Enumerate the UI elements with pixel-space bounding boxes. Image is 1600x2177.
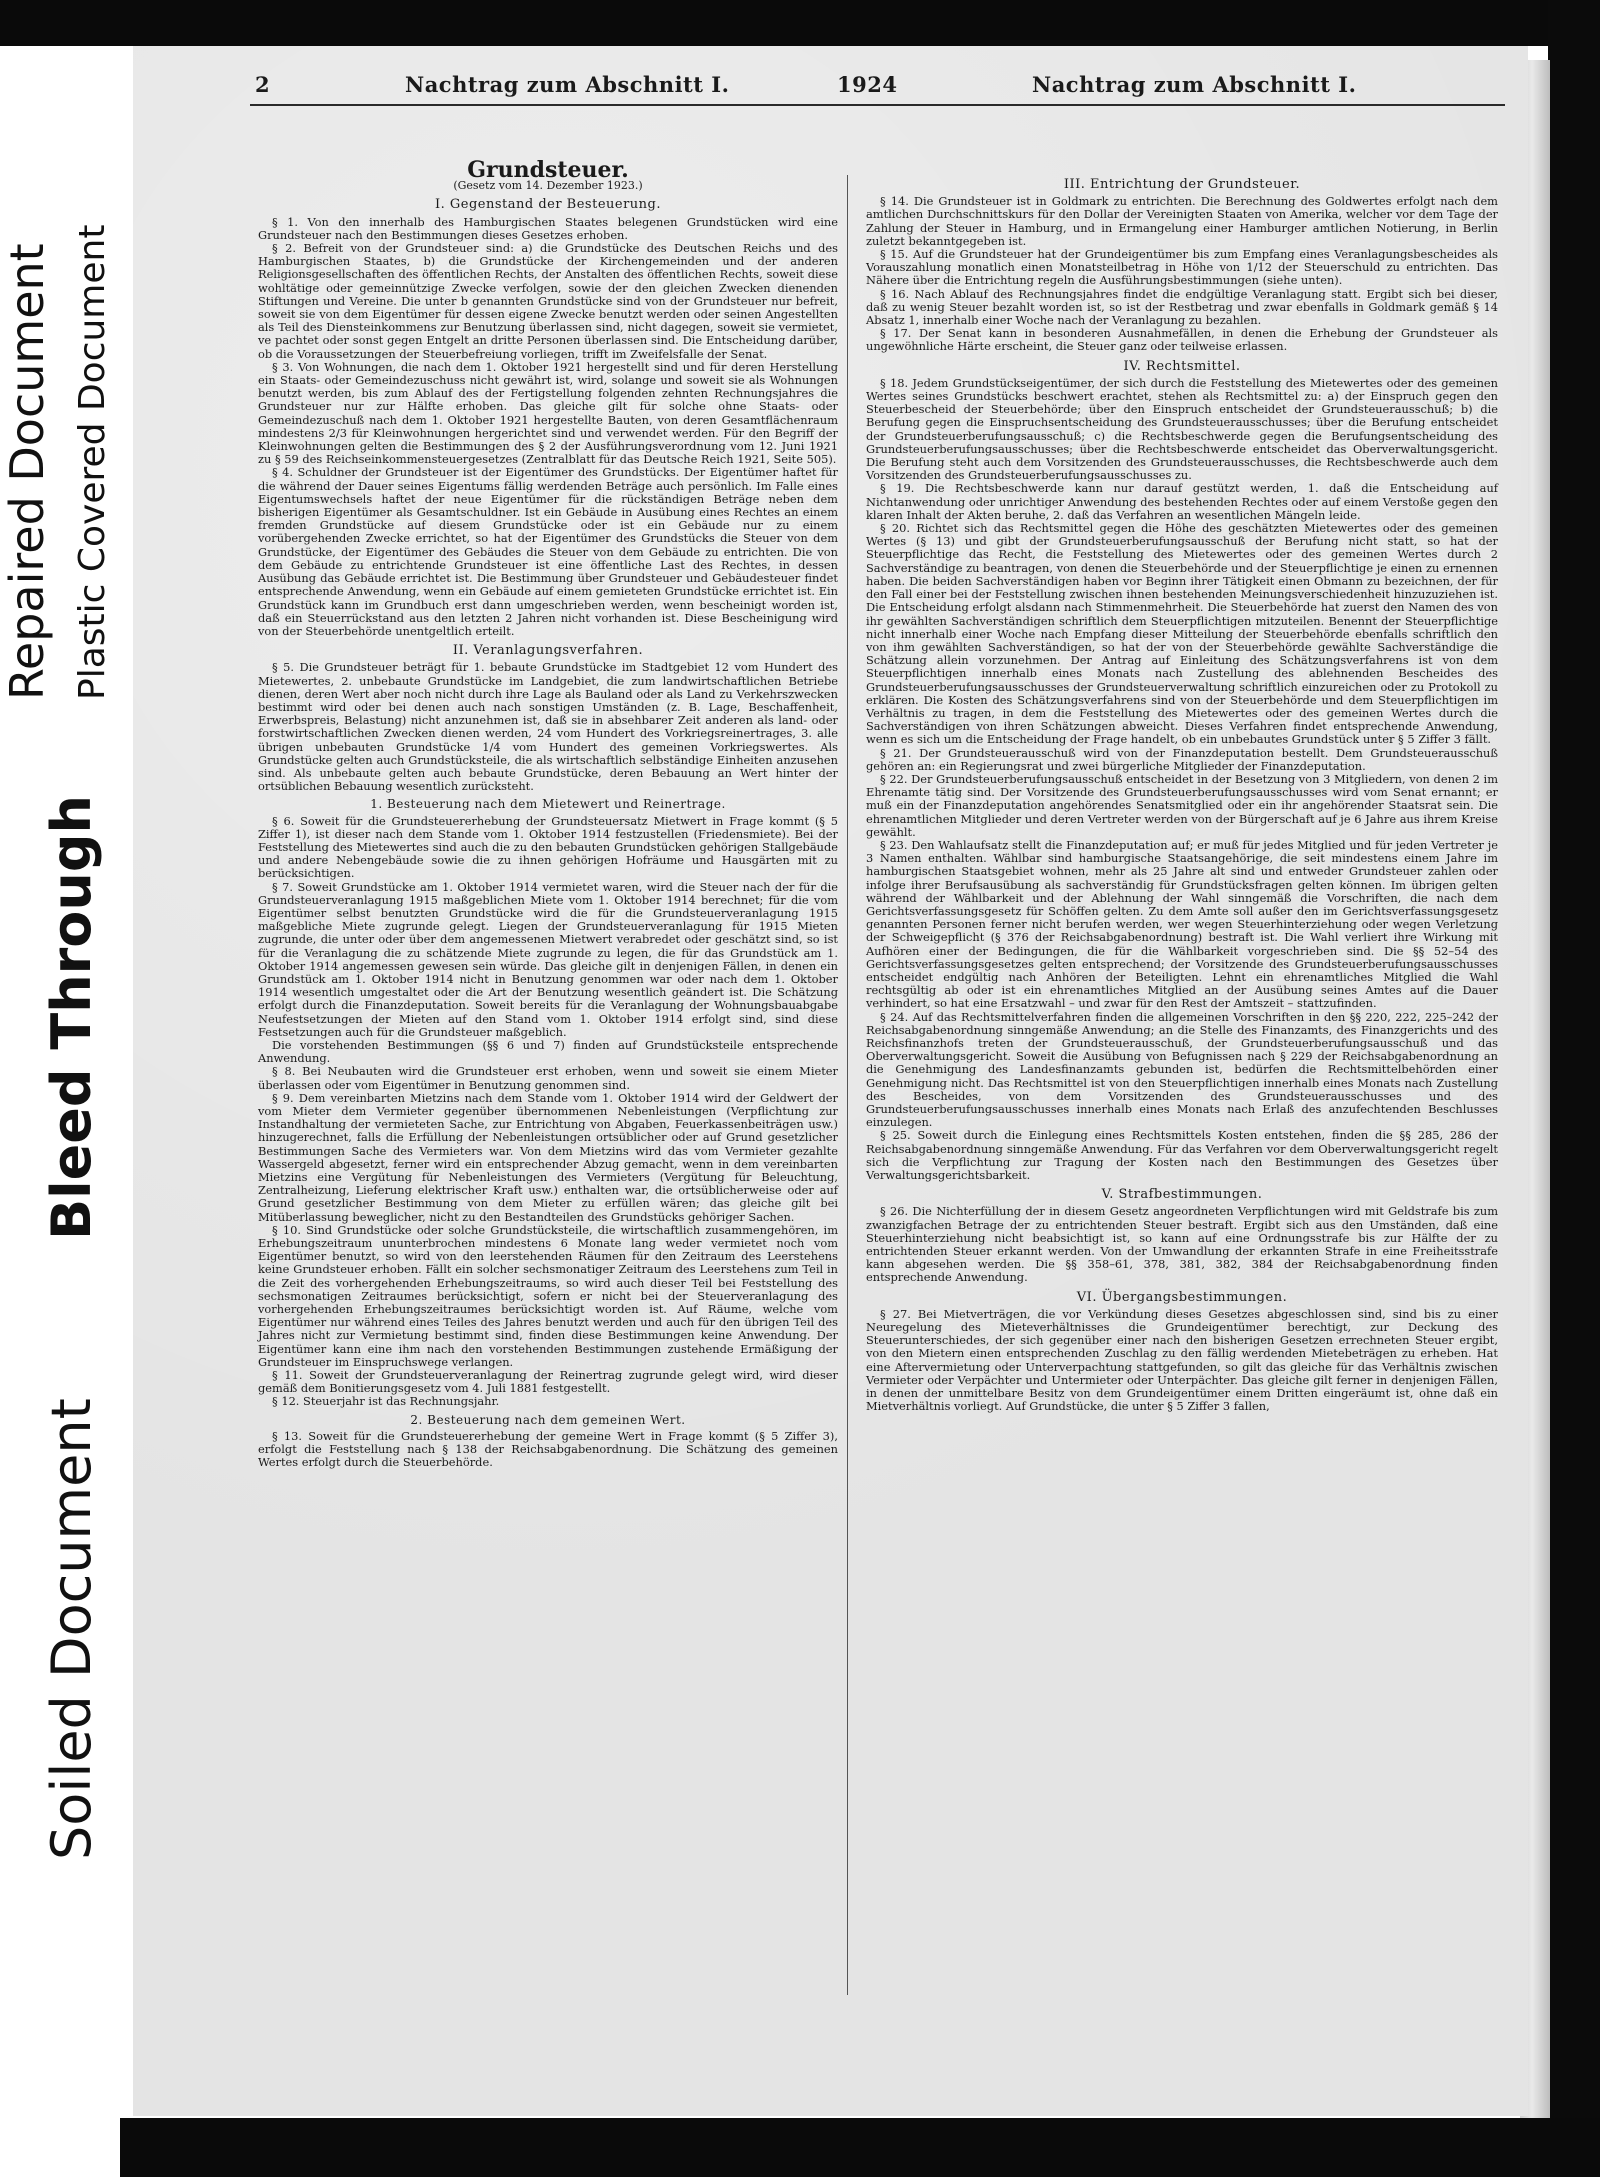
section-heading: IV. Rechtsmittel. <box>1123 358 1241 374</box>
scan-border-right <box>1548 0 1600 2177</box>
paragraph: § 19. Die Rechtsbeschwerde kann nur darauf gestützt werden, 1. daß die Entscheidung auf Nichtanwendung oder unrichtiger Anwendung des bestehenden Rechtes oder auf einem Verstoße gegen den klaren Inhalt der Akten beruhe, 2. daß das Verfahren an wesentlichen Mängeln leide. <box>866 481 1498 522</box>
label-bleed-through: Bleed Through <box>40 795 103 1240</box>
page-number: 2 <box>255 72 271 97</box>
paragraph: § 26. Die Nichterfüllung der in diesem Gesetz angeordneten Verpflichtungen wird mit Geldstrafe bis zum zwanzigfachen Betrage der zu entrichtenden Steuer bestraft. Ergibt sich aus den Umständen, daß eine Steuerhinterziehung nicht beabsichtigt ist, so kann auf eine Ordnungsstrafe bis zur Hälfte der zu entrichtenden Steuer erkannt werden. Von der Umwandlung der erkannten Strafe in eine Freiheitsstrafe kann abgesehen werden. Die §§ 358–61, 378, 381, 382, 384 der Reichsabgabenordnung finden entsprechende Anwendung. <box>866 1204 1498 1285</box>
header-rule <box>250 104 1505 106</box>
paragraph: Die vorstehenden Bestimmungen (§§ 6 und 7) finden auf Grundstücksteile entsprechende Anwendung. <box>258 1038 838 1066</box>
paragraph: § 5. Die Grundsteuer beträgt für 1. bebaute Grundstücke im Stadtgebiet 12 vom Hundert des Mietewertes, 2. unbebaute Grundstücke im Landgebiet, die zum landwirtschaftlichen Betriebe dienen, deren Wert aber noch nicht durch ihre Lage als Bauland oder als Land zu Verkehrszwecken bestimmt wird oder bei denen auch nach sonstigen Umständen (z. B. Lage, Beschaffenheit, Erwerbspreis, Belastung) nicht anzunehmen ist, daß sie in absehbarer Zeit anderen als land- oder forstwirtschaftlichen Zwecken dienen werden, 24 vom Hundert des Vorkriegsreinertrages, 3. alle übrigen unbebauten Grundstücke 1/4 vom Hundert des gemeinen Vorkriegswertes. Als Grundstücke gelten auch Grundstücksteile, die als wirtschaftlich selbständige Einheiten anzusehen sind. Als unbebaute gelten auch bebaute Grundstücke, deren Bebauung an Wert hinter der ortsüblichen Bebauung wesentlich zurücksteht. <box>258 660 838 794</box>
paragraph: § 15. Auf die Grundsteuer hat der Grundeigentümer bis zum Empfang eines Veranlagungsbescheides als Vorauszahlung monatlich einen Monatsteilbetrag in Höhe von 1/12 der Steuerschuld zu entrichten. Das Nähere über die Entrichtung regeln die Ausführungsbestimmungen (siehe unten). <box>866 247 1498 288</box>
scan-border-bottom <box>120 2118 1600 2177</box>
paragraph: § 14. Die Grundsteuer ist in Goldmark zu entrichten. Die Berechnung des Goldwertes erfolgt nach dem amtlichen Durchschnittskurs für den Dollar der Vereinigten Staaten von Amerika, welcher vor dem Tage der Zahlung der Steuer in Hamburg, und in Ermangelung einer Hamburger amtlichen Notierung, in Berlin zuletzt bekanntgegeben ist. <box>866 194 1498 248</box>
section-heading: VI. Übergangsbestimmungen. <box>1076 1289 1288 1305</box>
paragraph: § 9. Dem vereinbarten Mietzins nach dem Stande vom 1. Oktober 1914 wird der Geldwert der vom Mieter dem Vermieter gegenüber übernommenen Nebenleistungen (Verpflichtung zur Instandhaltung der vermieteten Sache, zur Entrichtung von Abgaben, Feuerkassenbeiträgen usw.) hinzugerechnet, falls die Erfüllung der Nebenleistungen ortsüblicher oder auf Grund gesetzlicher Bestimmungen Sache des Vermieters war. Von dem Mietzins wird das vom Vermieter gezahlte Wassergeld abgesetzt, ferner wird ein entsprechender Abzug gemacht, wenn in dem vereinbarten Mietzins eine Vergütung für Nebenleistungen des Vermieters (Vergütung für Beleuchtung, Zentralheizung, Lieferung elektrischer Kraft usw.) enthalten war, die ortsüblicherweise oder auf Grund gesetzlicher Bestimmung von dem Mieter zu erfüllen wären; das gleiche gilt bei Mitüberlassung beweglicher, nicht zu den Bestandteilen des Grundstücks gehöriger Sachen. <box>258 1090 838 1224</box>
paragraph: § 20. Richtet sich das Rechtsmittel gegen die Höhe des geschätzten Mietewertes oder des gemeinen Wertes (§ 13) und gibt der Grundsteuerberufungsausschuß der Berufung nicht statt, so hat der Steuerpflichtige das Recht, die Feststellung des Mietewertes oder des gemeinen Wertes durch 2 Sachverständige zu beantragen, von denen die Steuerbehörde und der Steuerpflichtige je einen zu ernennen haben. Die beiden Sachverständigen haben vor Beginn ihrer Tätigkeit einen Obmann zu bezeichnen, der für den Fall einer bei der Feststellung zwischen ihnen bestehenden Meinungsverschiedenheit hinzuzuziehen ist. Die Entscheidung erfolgt alsdann nach Stimmenmehrheit. Die Steuerbehörde hat zuerst den Namen des von ihr gewählten Sachverständigen schriftlich dem Steuerpflichtigen mitzuteilen. Benennt der Steuerpflichtige nicht innerhalb einer Woche nach Empfang dieser Mitteilung der Steuerbehörde ebenfalls schriftlich den von ihm gewählten Sachverständigen, so hat der von der Steuerbehörde gewählte Sachverständige die Schätzung allein vorzunehmen. Der Antrag auf Einleitung des Schätzungsverfahrens ist von dem Steuerpflichtigen innerhalb eines Monats nach Zustellung des ablehnenden Bescheides des Grundsteuerberufungsausschusses der Grundsteuerverwaltung schriftlich einzureichen oder zu Protokoll zu erklären. Die Kosten des Schätzungsverfahrens sind von der Steuerbehörde und dem Steuerpflichtigen im Verhältnis zu tragen, in dem die Feststellung des Mietewertes oder des gemeinen Wertes durch die Sachverständigen von ihren Schätzungen abweicht. Dieses Verfahren findet entsprechende Anwendung, wenn es sich um die Entscheidung der Frage handelt, ob ein unbebautes Grundstück unter § 5 Ziffer 3 fällt. <box>866 521 1498 747</box>
paragraph: § 17. Der Senat kann in besonderen Ausnahmefällen, in denen die Erhebung der Grundsteuer als ungewöhnliche Härte erscheint, die Steuer ganz oder teilweise erlassen. <box>866 326 1498 354</box>
paragraph: § 25. Soweit durch die Einlegung eines Rechtsmittels Kosten entstehen, finden die §§ 285, 286 der Reichsabgabenordnung sinngemäße Anwendung. Für das Verfahren vor dem Oberverwaltungsgericht regelt sich die Verpflichtung zur Tragung der Kosten nach den Bestimmungen des Gesetzes über Verwaltungsgerichtsbarkeit. <box>866 1128 1498 1183</box>
section-heading: I. Gegenstand der Besteuerung. <box>434 197 661 213</box>
left-column <box>258 157 838 1470</box>
paragraph: § 16. Nach Ablauf des Rechnungsjahres findet die endgültige Veranlagung statt. Ergibt sich bei dieser, daß zu wenig Steuer bezahlt worden ist, so ist der Restbetrag und zwar ebenfalls in Goldmark gemäß § 14 Absatz 1, innerhalb einer Woche nach der Veranlagung zu bezahlen. <box>866 286 1498 328</box>
subsection-heading: 1. Besteuerung nach dem Mietewert und Reinertrage. <box>370 797 726 812</box>
section-heading: II. Veranlagungsverfahren. <box>452 643 644 659</box>
column-divider <box>847 175 848 1995</box>
paragraph: § 12. Steuerjahr ist das Rechnungsjahr. <box>272 1394 500 1409</box>
paragraph: § 23. Den Wahlaufsatz stellt die Finanzdeputation auf; er muß für jedes Mitglied und für jeden Vertreter je 3 Namen enthalten. Wählbar sind hamburgische Staatsangehörige, die seit mindestens einem Jahre im hamburgischen Staatsgebiet wohnen, mehr als 25 Jahre alt sind und entweder Grundsteuer zahlen oder infolge ihrer Berufsausübung als sachverständig für Grundstücksfragen gelten können. Im übrigen gelten während der Wählbarkeit und der Ablehnung der Wahl sinngemäß die Vorschriften, die nach dem Gerichtsverfassungsgesetz für Schöffen gelten. Zu dem Amte soll außer den im Gerichtsverfassungsgesetz genannten Personen ferner nicht berufen werden, wer wegen Steuerhinterziehung oder wegen Verletzung der Schweigepflicht (§ 376 der Reichsabgabenordnung) bestraft ist. Die Wahl verliert ihre Wirkung mit Aufhören einer der Bedingungen, die für die Wählbarkeit vorgeschrieben sind. Die §§ 52–54 des Gerichtsverfassungsgesetzes gelten entsprechend; der Vorsitzende des Grundsteuerberufungsausschusses entscheidet endgültig nach Anhören der Beteiligten. Lehnt ein ehrenamtliches Mitglied die Wahl rechtsgültig ab oder ist ein ehrenamtliches Mitglied an der Ausübung seines Amtes auf die Dauer verhindert, so hat eine Ersatzwahl – und zwar für den Rest der Amtszeit – stattzufinden. <box>866 837 1498 1011</box>
label-plastic-covered-document: Plastic Covered Document <box>72 224 113 700</box>
document-subtitle: (Gesetz vom 14. Dezember 1923.) <box>453 179 643 193</box>
paragraph: § 21. Der Grundsteuerausschuß wird von der Finanzdeputation bestellt. Dem Grundsteuerausschuß gehören an: ein Regierungsrat und zwei bürgerliche Mitglieder der Finanzdeputation. <box>866 745 1498 773</box>
paragraph: § 18. Jedem Grundstückseigentümer, der sich durch die Feststellung des Mietewertes oder des gemeinen Wertes seines Grundstücks beschwert erachtet, stehen als Rechtsmittel zu: a) der Einspruch gegen den Steuerbescheid der Steuerbehörde; über den Einspruch entscheidet der Grundsteuerausschuß; b) die Berufung gegen die Einspruchsentscheidung des Grundsteuerausschusses; über die Berufung entscheidet der Grundsteuerberufungsausschuß; c) die Rechtsbeschwerde gegen die Berufungsentscheidung des Grundsteuerberufungsausschusses; über die Rechtsbeschwerde entscheidet das Oberverwaltungsgericht. Die Berufung steht auch dem Vorsitzenden des Grundsteuerausschusses, die Rechtsbeschwerde auch dem Vorsitzenden des Grundsteuerberufungsausschusses zu. <box>866 375 1498 483</box>
paragraph: § 27. Bei Mietverträgen, die vor Verkündung dieses Gesetzes abgeschlossen sind, sind bis zu einer Neuregelung des Mieteverhältnisses die Grundeigentümer berechtigt, zur Deckung des Steuerunterschiedes, der sich gegenüber einer nach den bisherigen Gesetzen errechneten Steuer ergibt, von den Mietern einen entsprechenden Zuschlag zu den fällig werdenden Mietebeträgen zu erheben. Hat eine Aftervermietung oder Unterverpachtung stattgefunden, so gilt das gleiche für das Verhältnis zwischen Vermieter oder Verpächter und Untermieter oder Unterpächter. Das gleiche gilt ferner in denjenigen Fällen, in denen der unmittelbare Besitz von dem Grundeigentümer einem Dritten eingeräumt ist, ohne daß ein Mietverhältnis vorliegt. Auf Grundstücke, die unter § 5 Ziffer 3 fallen, <box>866 1306 1498 1414</box>
paragraph: § 10. Sind Grundstücke oder solche Grundstücksteile, die wirtschaftlich zusammengehören, im Erhebungszeitraum ununterbrochen mindestens 6 Monate lang weder vermietet noch vom Eigentümer benutzt, so wird von den leerstehenden Räumen für den Zeitraum des Leerstehens keine Grundsteuer erhoben. Fällt ein solcher sechsmonatiger Zeitraum des Leerstehens zum Teil in die Zeit des vorhergehenden Erhebungszeitraums, so wird auch dieser Teil bei Feststellung des sechsmonatigen Zeitraumes berücksichtigt, sofern er nicht bei der Steuerveranlagung des vorhergehenden Erhebungszeitraumes berücksichtigt worden ist. Auf Räume, welche vom Eigentümer nur während eines Teiles des Jahres benutzt werden und auch für den übrigen Teil des Jahres nicht zur Vermietung bestimmt sind, finden diese Bestimmungen keine Anwendung. Der Eigentümer kann eine ihm nach den vorstehenden Bestimmungen zustehende Ermäßigung der Grundsteuer im Einspruchswege verlangen. <box>258 1222 838 1369</box>
section-heading: III. Entrichtung der Grundsteuer. <box>1063 177 1301 192</box>
scan-border-top <box>0 0 1600 46</box>
document-title: Grundsteuer. <box>467 157 629 183</box>
paragraph: § 13. Soweit für die Grundsteuererhebung der gemeine Wert in Frage kommt (§ 5 Ziffer 3), erfolgt die Feststellung nach § 138 der Reichsabgabenordnung. Die Schätzung des gemeinen Wertes erfolgt durch die Steuerbehörde. <box>258 1428 838 1470</box>
paragraph: § 11. Soweit der Grundsteuerveranlagung der Reinertrag zugrunde gelegt wird, wird dieser gemäß dem Bonitierungsgesetz vom 4. Juli 1881 festgestellt. <box>258 1368 838 1396</box>
paragraph: § 8. Bei Neubauten wird die Grundsteuer erst erhoben, wenn und soweit sie einem Mieter überlassen oder vom Eigentümer in Benutzung genommen sind. <box>258 1064 838 1092</box>
label-soiled-document: Soiled Document <box>40 1398 103 1860</box>
running-header-left: Nachtrag zum Abschnitt I. <box>405 72 730 97</box>
paragraph: § 22. Der Grundsteuerberufungsausschuß entscheidet in der Besetzung von 3 Mitgliedern, von denen 2 im Ehrenamte tätig sind. Der Vorsitzende des Grundsteuerberufungsausschusses wird vom Senat ernannt; er muß ein der Finanzdeputation angehörendes Senatsmitglied oder ein ihr angehörender Staatsrat sein. Die ehrenamtlichen Mitglieder und deren Vertreter werden von der Bürgerschaft auf je 6 Jahre aus ihrem Kreise gewählt. <box>866 771 1498 839</box>
paragraph: § 2. Befreit von der Grundsteuer sind: a) die Grundstücke des Deutschen Reichs und des Hamburgischen Staates, b) die Grundstücke der Kirchengemeinden und der anderen Religionsgesellschaften des öffentlichen Rechts, der Anstalten des öffentlichen Rechts, soweit diese wohltätige oder gemeinnützige Zwecke verfolgen, sowie der den gleichen Zwecken dienenden Stiftungen und Vereine. Die unter b genannten Grundstücke sind von der Grundsteuer nur befreit, soweit sie von dem Eigentümer für dessen eigene Zwecke benutzt werden oder seinen Angestellten als Teil des Diensteinkommens zur Benutzung überlassen sind, nicht dagegen, soweit sie vermietet, ve pachtet oder sonst gegen Entgelt an dritte Personen überlassen sind. Die Entscheidung darüber, ob die Voraussetzungen der Steuerbefreiung vorliegen, trifft im Zweifelsfalle der Senat. <box>258 241 838 361</box>
label-repaired-document: Repaired Document <box>0 243 54 700</box>
paragraph: § 6. Soweit für die Grundsteuererhebung der Grundsteuersatz Mietwert in Frage kommt (§ 5 Ziffer 1), ist dieser nach dem Stande vom 1. Oktober 1914 festzustellen (Friedensmiete). Bei der Feststellung des Mietewertes sind auch die zu den bebauten Grundstücken gehörigen Stallgebäude und andere Nebengebäude sowie die zu ihnen gehörigen Hofräume und Hausgärten mit zu berücksichtigen. <box>258 813 838 881</box>
running-header-right: Nachtrag zum Abschnitt I. <box>1032 72 1357 97</box>
paragraph: § 24. Auf das Rechtsmittelverfahren finden die allgemeinen Vorschriften in den §§ 220, 222, 225–242 der Reichsabgabenordnung sinngemäße Anwendung; an die Stelle des Finanzamts, des Finanzgerichts und des Reichsfinanzhofs treten der Grundsteuerausschuß, der Grundsteuerberufungsausschuß und das Oberverwaltungsgericht. Soweit die Ausübung von Befugnissen nach § 229 der Reichsabgabenordnung an die Genehmigung des Landesfinanzamts gebunden ist, bedürfen die Rechtsmittelbehörden einer Genehmigung nicht. Das Rechtsmittel ist von den Steuerpflichtigen innerhalb eines Monats nach Zustellung des Bescheides, von dem Vorsitzenden des Grundsteuerausschusses und des Grundsteuerberufungsausschusses innerhalb eines Monats nach Erlaß des anzufechtenden Beschlusses einzulegen. <box>866 1009 1498 1130</box>
subsection-heading: 2. Besteuerung nach dem gemeinen Wert. <box>410 1412 686 1427</box>
paragraph: § 3. Von Wohnungen, die nach dem 1. Oktober 1921 hergestellt sind und für deren Herstellung ein Staats- oder Gemeindezuschuss nicht gewährt ist, wird, solange und soweit sie als Wohnungen benutzt werden, bis zum Ablauf des der Fertigstellung folgenden zehnten Rechnungsjahres die Grundsteuer nur zur Hälfte erhoben. Das gleiche gilt für solche ohne Staats- oder Gemeindezuschuß nach dem 1. Oktober 1921 hergestellte Bauten, von deren Gesamtflächenraum mindestens 2/3 für Kleinwohnungen hergerichtet sind und verwendet werden. Für den Begriff der Kleinwohnungen gelten die Bestimmungen des § 2 der Ausführungsverordnung vom 12. Juni 1921 zu § 59 des Reichseinkommensteuergesetzes (Zentralblatt für das Deutsche Reich 1921, Seite 505). <box>258 359 838 467</box>
paragraph: § 7. Soweit Grundstücke am 1. Oktober 1914 vermietet waren, wird die Steuer nach der für die Grundsteuerveranlagung 1915 maßgeblichen Miete vom 1. Oktober 1914 berechnet; für die vom Eigentümer selbst benutzten Grundstücke wird die für die Grundsteuerveranlagung 1915 maßgebliche Miete zugrunde gelegt. Liegen der Grundsteuerveranlagung für 1915 Mieten zugrunde, die unter oder über dem angemessenen Mietwert verabredet oder geschätzt sind, so ist für die Veranlagung die zu schätzende Miete zugrunde zu legen, die für das Grundstück am 1. Oktober 1914 angemessen gewesen sein würde. Das gleiche gilt in denjenigen Fällen, in denen ein Grundstück am 1. Oktober 1914 nicht in Benutzung genommen war oder nach dem 1. Oktober 1914 wesentlich umgestaltet oder die Art der Benutzung wesentlich geändert ist. Die Schätzung erfolgt durch die Finanzdeputation. Soweit bereits für die Veranlagung der Wohnungsbauabgabe Neufestsetzungen der Mieten auf den Stand vom 1. Oktober 1914 erfolgt sind, sind diese Festsetzungen auch für die Grundsteuer maßgeblich. <box>258 879 838 1039</box>
running-header-year: 1924 <box>837 72 898 97</box>
paragraph: § 1. Von den innerhalb des Hamburgischen Staates belegenen Grundstücken wird eine Grundsteuer nach den Bestimmungen dieses Gesetzes erhoben. <box>258 214 838 242</box>
right-column <box>866 172 1498 1413</box>
section-heading: V. Strafbestimmungen. <box>1101 1187 1263 1203</box>
paragraph: § 4. Schuldner der Grundsteuer ist der Eigentümer des Grundstücks. Der Eigentümer haftet für die während der Dauer seines Eigentums fällig werdenden Beträge auch persönlich. Im Falle eines Eigentumswechsels haftet der neue Eigentümer für die rückständigen Beträge neben dem bisherigen Eigentümer als Gesamtschuldner. Ist ein Gebäude in Ausübung eines Rechtes an einem fremden Grundstücke auf diesem Grundstücke oder ist ein Gebäude nur zu einem vorübergehenden Zwecke errichtet, so hat der Eigentümer des Grundstücks die Steuer von dem Grundstücke, der Eigentümer des Gebäudes die Steuer von dem Gebäude zu entrichten. Die von dem Gebäude zu entrichtende Grundsteuer ist eine öffentliche Last des Rechtes, in dessen Ausübung das Gebäude errichtet ist. Die Bestimmung über Grundsteuer und Gebäudesteuer findet entsprechende Anwendung, wenn ein Gebäude auf einem gemieteten Grundstücke errichtet ist. Ein Grundstück kann im Grundbuch erst dann umgeschrieben werden, wenn bescheinigt worden ist, daß ein Steuerrückstand aus den letzten 2 Jahren nicht vorhanden ist. Diese Bescheinigung wird von der Steuerbehörde unentgeltlich erteilt. <box>258 465 838 638</box>
